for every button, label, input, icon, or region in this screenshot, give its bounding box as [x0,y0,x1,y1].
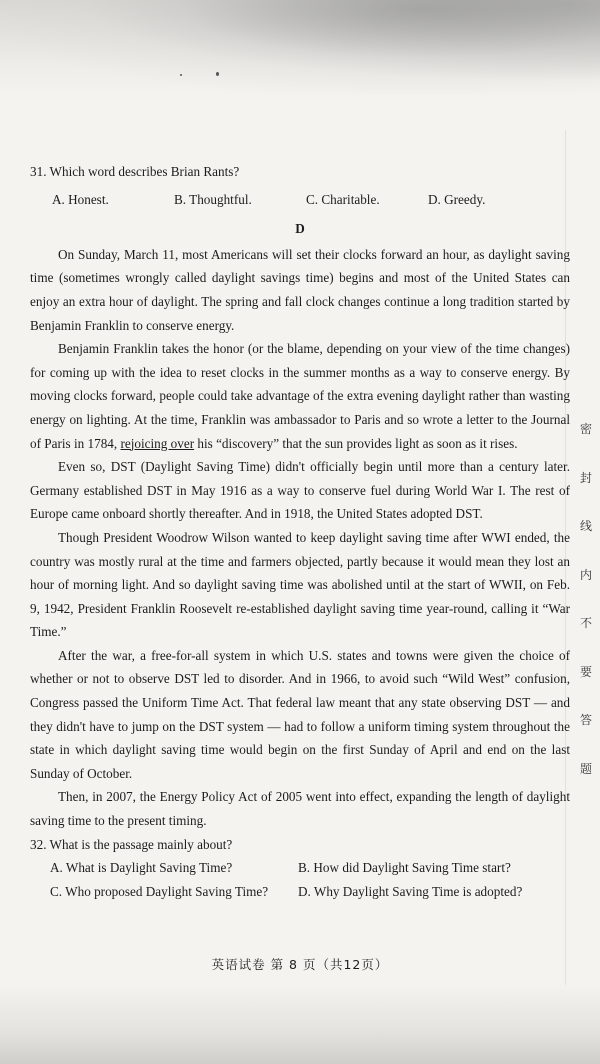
paragraph-2-end: his “discovery” that the sun provides light as soon as it rises. [197,435,518,451]
margin-char: 不 [580,616,593,630]
question-32-options [30,856,570,903]
option-c: C. Charitable. [306,191,380,207]
option-d: D. Why Daylight Saving Time is adopted? [298,883,523,899]
margin-char: 密 [580,422,593,436]
margin-char: 题 [580,761,593,776]
page-footer: 英语试卷 第 8 页（共12页） [211,957,389,972]
option-b: B. Thoughtful. [174,191,252,207]
paragraph-1: On Sunday, March 11, most Americans will set their clocks forward an hour, as daylight saving time (sometimes wrongly called daylight savings time) begins and most of the United States can enjoy an extra hour of daylight. The spring and fall clock changes continue a long tradition started by Benjamin Franklin to conserve energy. [30,246,570,333]
scan-speck [216,72,219,76]
scan-speck [180,74,182,76]
section-heading: D [295,221,305,237]
scan-shadow-bottom [0,985,600,1064]
option-d: D. Greedy. [428,191,486,207]
paragraph-4: Though President Woodrow Wilson wanted to keep daylight saving time after WWI ended, the country was mostly rural at the time and farmers objected, partly because it would mean they lost an hour of morning light. And so daylight saving time was abolished until at the start of WWII, on Feb. 9, 1942, President Franklin Roosevelt re-established daylight saving time year-round, calling it “War Time.” [30,529,570,640]
margin-char: 封 [580,470,593,485]
question-32 [30,833,570,904]
underlined-phrase: rejoicing over [120,435,195,451]
exam-page-content [30,160,570,903]
option-b: B. How did Daylight Saving Time start? [298,860,511,876]
margin-char: 线 [580,519,593,533]
margin-char: 要 [580,664,593,679]
paragraph-6: Then, in 2007, the Energy Policy Act of 2005 went into effect, expanding the length of daylight saving time to the present timing. [30,789,570,829]
option-a: A. What is Daylight Saving Time? [50,860,233,876]
binding-margin-note [580,420,596,808]
option-c: C. Who proposed Daylight Saving Time? [50,883,269,899]
paragraph-3: Even so, DST (Daylight Saving Time) didn't officially begin until more than a century later. Germany established DST in May 1916 as a way to conserve fuel during World War I. The rest of Europe came onboard shortly thereafter. And in 1918, the United States adopted DST. [30,459,570,522]
paragraph-5: After the war, a free-for-all system in which U.S. states and towns were given the choice of whether or not to observe DST led to disorder. And in 1966, to avoid such “Wild West” confusion, Congress passed the Uniform Time Act. That federal law meant that any state observing DST — and they didn't have to jump on the DST system — had to follow a uniform timing system throughout the state in which daylight saving time would begin on the first Sunday of April and end on the last Sunday of October. [30,647,570,781]
margin-char: 内 [580,567,593,582]
question-31-stem: 31. Which word describes Brian Rants? [30,164,240,179]
paragraph-2 [30,337,570,455]
margin-char: 答 [580,713,593,727]
paragraph-2-start: Benjamin Franklin takes the honor (or the blame, depending on your view of the time changes) for coming up with the idea to reset clocks in the summer months as a way to conserve energy. By moving clocks forward, people could take advantage of the extra evening daylight rather than wasting energy on lighting. At the time, Franklin was ambassador to Paris and so wrote a letter to the Journal of Paris in 1784, [30,341,570,451]
question-32-stem: 32. What is the passage mainly about? [30,836,233,852]
scan-shadow-top [0,0,600,95]
question-31-options [30,188,570,212]
question-31 [30,160,570,211]
option-a: A. Honest. [52,191,109,207]
reading-passage [30,243,570,833]
